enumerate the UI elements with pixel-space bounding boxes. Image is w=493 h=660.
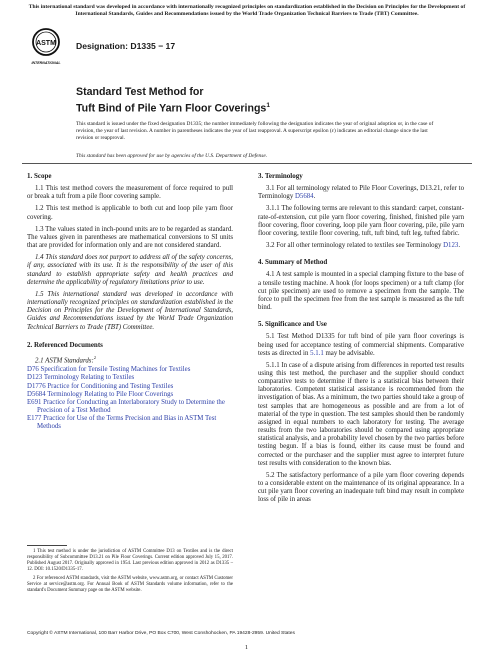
para-3-1-1: 3.1.1 The following terms are relevant to this standard: carpet, constant-rate-of-extension, cut pile yarn floor covering, finished, finished pile yarn floor covering, floor covering, loop pile yarn floor covering, pile, pile yarn floor covering, textile floor covering, tuft, tuft bind, tuft leg, tufted fabric. (258, 205, 464, 237)
svg-text:ASTM: ASTM (36, 40, 56, 47)
astm-footnote-mark: 2 (93, 354, 96, 360)
para-5-1-1: 5.1.1 In case of a dispute arising from differences in reported test results using this test method, the purchaser and the supplier should conduct comparative tests to determine if there is a statistical bias between their laboratories. Competent statistical assistance is recommended from the investigation of bias. As a minimum, the two parties should take a group of test samples that are homogeneous as possible and are from a lot of material of the type in question. The test samples should then be randomly assigned in equal numbers to each laboratory for testing. The average results from the two laboratories should be compared using appropriate statistical analysis, and a probability level chosen by the two parties before testing begun. If a bias is found, either its cause must be found and corrected or the purchaser and the supplier must agree to interpret future test results with consideration to the known bias. (258, 361, 464, 467)
link-d5684[interactable]: D5684 (294, 193, 314, 201)
page-title (76, 86, 436, 116)
section-significance-heading: 5. Significance and Use (258, 320, 327, 329)
designation: Designation: D1335 − 17 (76, 41, 176, 51)
section-scope-heading: 1. Scope (27, 172, 52, 180)
page-number: 1 (244, 644, 249, 651)
para-5-2: 5.2 The satisfactory performance of a pile yarn floor covering depends to a considerable extent on the maintenance of its original appearance. In a cut pile yarn floor covering an inadequate tuft bind may result in complete loss of pile in areas (258, 471, 464, 504)
ref-item-e177[interactable]: E177 Practice for Use of the Terms Precision and Bias in ASTM Test Methods (27, 415, 217, 431)
intro-text: This standard is issued under the fixed designation D1335; the number immediately following the designation indicates the year of original adoption or, in the case of revision, the year of last revision. A number in parentheses indicates the year of last reapproval. A superscript epsilon (ε) indicates an editorial change since the last revision or reapproval. (76, 121, 434, 141)
title-line2: Tuft Bind of Pile Yarn Floor Coverings (76, 102, 267, 115)
section-summary-heading: 4. Summary of Method (258, 258, 328, 267)
link-d123[interactable]: D123 (443, 242, 459, 250)
footnote-2: 2 For referenced ASTM standards, visit the ASTM website, www.astm.org, or contact ASTM Customer Service at service@astm.org. For Annual Book of ASTM Standards volume information, refer to the standard's Document Summary page on the ASTM website. (27, 576, 233, 593)
title-footnote-mark: 1 (266, 102, 270, 109)
astm-logo-icon (30, 27, 62, 69)
logo-text: INTERNATIONAL (31, 61, 61, 65)
para-3-1: 3.1 For all terminology related to Pile Floor Coverings, D13.21, refer to Terminology D5684. (258, 185, 464, 201)
left-column (27, 172, 233, 432)
ref-item-d5684[interactable]: D5684 Terminology Relating to Pile Floor Coverings (27, 390, 174, 398)
para-3-2: 3.2 For all other terminology related to textiles see Terminology D123. (266, 242, 461, 250)
section-terminology-heading: 3. Terminology (258, 172, 303, 180)
right-column (258, 172, 464, 508)
para-1-3: 1.3 The values stated in inch-pound units are to be regarded as standard. The values given in parentheses are mathematical conversions to SI units that are provided for information only and are not considered standard. (27, 225, 233, 250)
ref-item-d76[interactable]: D76 Specification for Tensile Testing Machines for Textiles (27, 366, 191, 374)
footnote-rule (27, 545, 67, 546)
para-4-1: 4.1 A test sample is mounted in a special clamping fixture to the base of a tensile testing machine. A hook (for loops specimen) or a tuft clamp (for cut pile specimen) are used to remove a specimen from the sample. The force to pull the specimen free from the test sample is measured as the tuft bind. (258, 271, 464, 312)
dod-approval: This standard has been approved for use by agencies of the U.S. Department of Defense. (76, 153, 268, 159)
link-5-1-1[interactable]: 5.1.1 (310, 349, 324, 357)
footnotes (27, 549, 233, 597)
ref-item-e691[interactable]: E691 Practice for Conducting an Interlaboratory Study to Determine the Precision of a Test Method (27, 398, 225, 415)
para-1-2: 1.2 This test method is applicable to both cut and loop pile yarn floor covering. (27, 205, 233, 221)
copyright-line: Copyright © ASTM International, 100 Barr Harbor Drive, PO Box C700, West Conshohocken, PA 19428-2959. United States (27, 631, 295, 636)
para-1-1: 1.1 This test method covers the measurement of force required to pull or break a tuft from a pile floor covering sample. (27, 185, 233, 201)
ref-item-d123[interactable]: D123 Terminology Relating to Textiles (27, 374, 135, 382)
section-refs-heading: 2. Referenced Documents (27, 340, 103, 349)
astm-standards-label: 2.1 ASTM Standards:$^2$ (35, 354, 96, 365)
title-line1: Standard Test Method for (76, 86, 204, 98)
para-1-5: 1.5 This international standard was developed in accordance with internationally recognized principles on standardization established in the Decision on Principles for the Development of International Standards, Guides and Recommendations issued by the World Trade Organization Technical Barriers to Trade (TBT) Committee. (27, 290, 233, 331)
para-1-4: 1.4 This standard does not purport to address all of the safety concerns, if any, associated with its use. It is the responsibility of the user of this standard to establish appropriate safety and health practices and determine the applicability of regulatory limitations prior to use. (27, 254, 233, 286)
footnote-1: 1 This test method is under the jurisdiction of ASTM Committee D13 on Textiles and is the direct responsibility of Subcommittee D13.21 on Pile Floor Coverings. Current edition approved July 15, 2017. Published August 2017. Originally approved in 1954. Last previous edition approved in 2012 as D1335 – 12. DOI: 10.1520/D1335-17. (27, 549, 233, 572)
divider (22, 163, 472, 164)
para-5-1: 5.1 Test Method D1335 for tuft bind of pile yarn floor coverings is being used for acceptance testing of commercial shipments. Comparative tests as directed in 5.1.1 may be advisable. (258, 333, 464, 357)
tbt-notice: This international standard was developed in accordance with internationally recognized principles on standardization established in the Decision on Principles for the Development of International Standards, Guides and Recommendations issued by the World Trade Organization Technical Barriers to Trade (TBT) Committee. (28, 4, 466, 17)
ref-item-d1776[interactable]: D1776 Practice for Conditioning and Testing Textiles (27, 382, 174, 390)
